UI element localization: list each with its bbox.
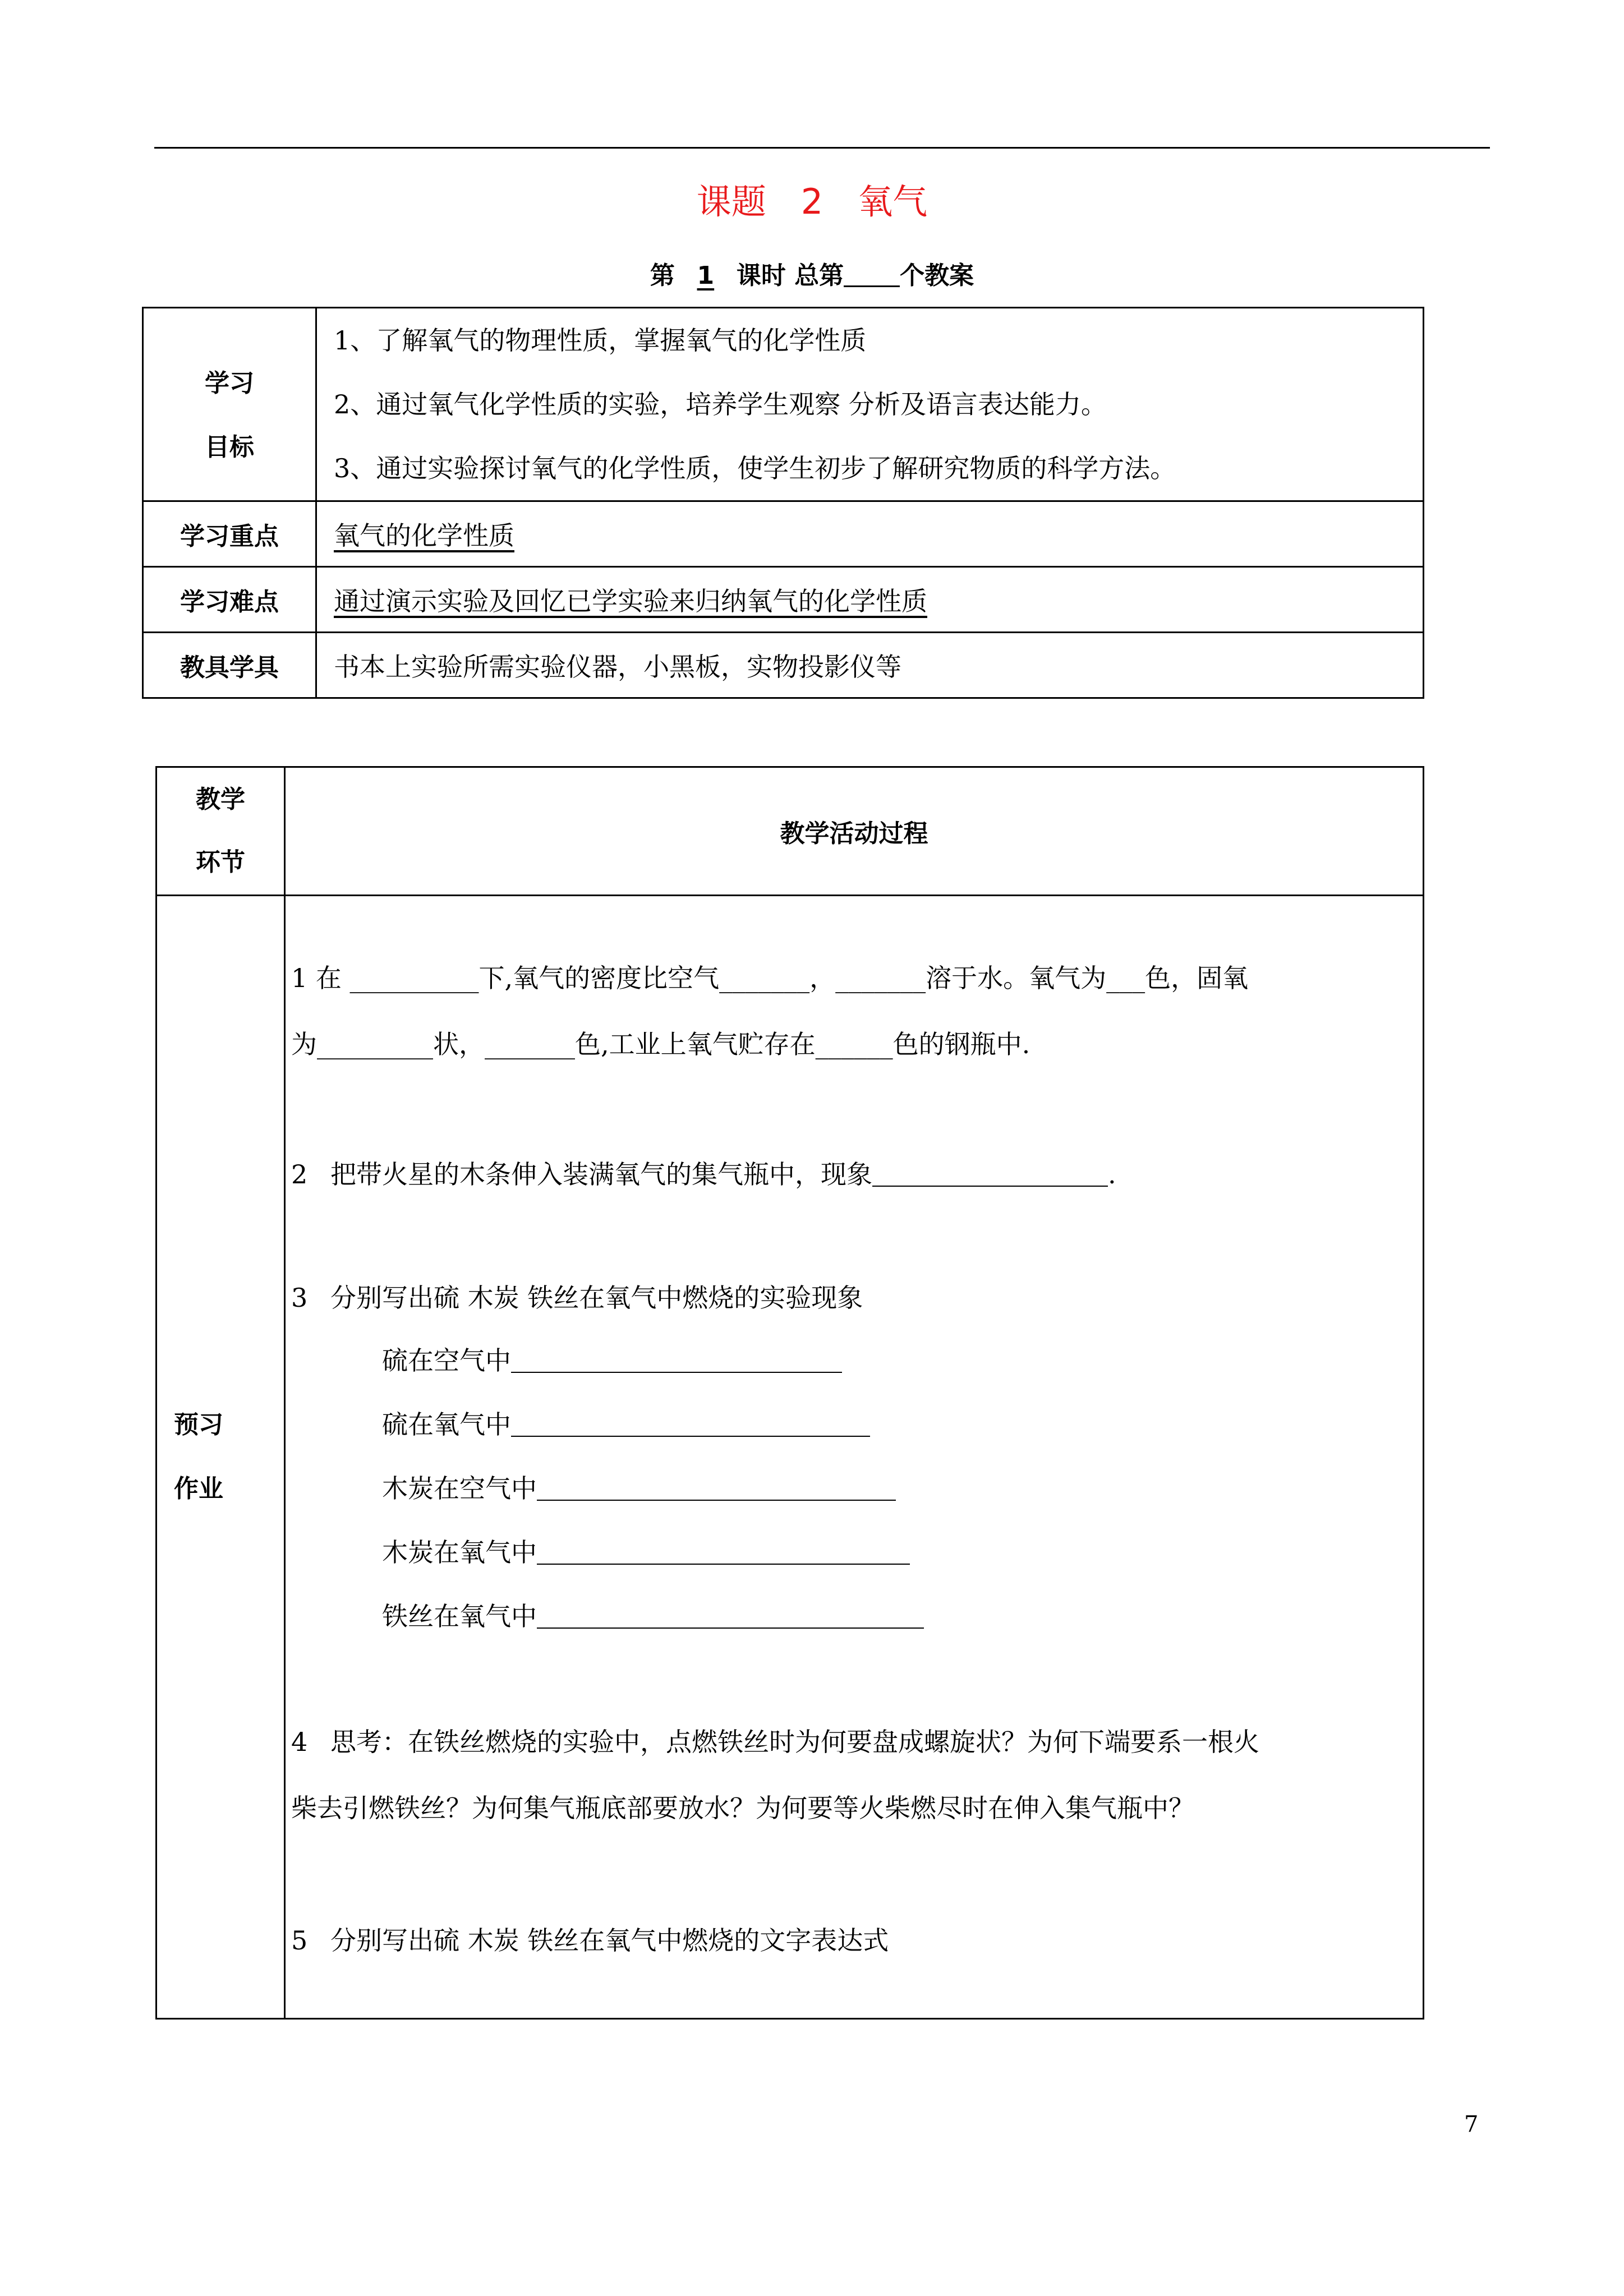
q3-item-label: 木炭在氧气中 <box>382 1537 537 1567</box>
difficulty-text: 通过演示实验及回忆已学实验来归纳氧气的化学性质 <box>334 586 927 616</box>
key-point-label: 学习重点 <box>143 501 316 567</box>
q3-item-label: 硫在氧气中 <box>382 1409 511 1440</box>
header-rule <box>154 147 1490 149</box>
goals-label-2: 目标 <box>205 433 254 462</box>
q3-item-label: 铁丝在氧气中 <box>382 1601 537 1631</box>
total-number-blank <box>844 264 900 287</box>
stage-header-2: 环节 <box>196 848 245 877</box>
answer-blank <box>537 1605 924 1629</box>
answer-blank <box>511 1349 842 1373</box>
tools-label: 教具学具 <box>143 633 316 698</box>
q3-item-label: 木炭在空气中 <box>382 1473 537 1504</box>
goal-item: 3、通过实验探讨氧气的化学性质，使学生初步了解研究物质的科学方法。 <box>334 453 1176 483</box>
activity-header-row <box>157 767 1424 896</box>
goals-label <box>143 308 316 501</box>
question-2-text: 把带火星的木条伸入装满氧气的集气瓶中，现象 <box>330 1159 872 1190</box>
question-1-line-1: 1 在 __________下,氧气的密度比空气_______，_______溶于水。氧气为___色，固氧 <box>291 963 1249 993</box>
subtitle-prefix: 第 <box>650 261 675 290</box>
tools-row <box>143 633 1424 698</box>
question-4-number: 4 <box>291 1727 308 1757</box>
key-point-text: 氧气的化学性质 <box>334 520 514 551</box>
goals-content <box>316 308 1424 501</box>
homework-label-1: 预习 <box>174 1410 223 1439</box>
subtitle-middle: 课时 总第 <box>736 261 844 290</box>
key-point-row <box>143 501 1424 567</box>
question-5-text: 分别写出硫 木炭 铁丝在氧气中燃烧的文字表达式 <box>330 1925 889 1956</box>
q3-item <box>382 1532 910 1569</box>
answer-blank <box>537 1541 910 1565</box>
question-4-line-1 <box>291 1722 1259 1759</box>
goals-row <box>143 308 1424 501</box>
question-2-end: . <box>1108 1159 1116 1190</box>
info-table <box>142 307 1424 699</box>
goal-item: 2、通过氧气化学性质的实验，培养学生观察 分析及语言表达能力。 <box>334 389 1107 419</box>
stage-header <box>157 767 285 896</box>
q3-item <box>382 1340 842 1377</box>
goal-item: 1、了解氧气的物理性质，掌握氧气的化学性质 <box>334 325 867 356</box>
q3-item-label: 硫在空气中 <box>382 1345 511 1376</box>
q3-item <box>382 1596 924 1633</box>
question-5-number: 5 <box>291 1925 308 1956</box>
q3-item <box>382 1468 896 1505</box>
page-number: 7 <box>1464 2111 1479 2137</box>
homework-content <box>285 896 1424 2019</box>
difficulty-row <box>143 567 1424 633</box>
question-2 <box>291 1154 1116 1191</box>
stage-header-1: 教学 <box>196 785 245 814</box>
process-header: 教学活动过程 <box>285 767 1424 896</box>
goals-label-1: 学习 <box>205 369 254 398</box>
question-3 <box>291 1278 863 1315</box>
difficulty-label: 学习难点 <box>143 567 316 633</box>
lesson-subtitle <box>0 255 1624 291</box>
homework-label-2: 作业 <box>174 1474 223 1503</box>
question-4-line-2: 柴去引燃铁丝？为何集气瓶底部要放水？为何要等火柴燃尽时在伸入集气瓶中？ <box>291 1793 1194 1823</box>
homework-label <box>157 896 285 2019</box>
answer-blank <box>511 1413 870 1437</box>
question-4-text-1: 思考：在铁丝燃烧的实验中，点燃铁丝时为何要盘成螺旋状？为何下端要系一根火 <box>330 1727 1259 1757</box>
answer-blank <box>537 1477 896 1501</box>
question-3-text: 分别写出硫 木炭 铁丝在氧气中燃烧的实验现象 <box>330 1283 863 1313</box>
question-3-number: 3 <box>291 1283 308 1313</box>
subtitle-suffix: 个教案 <box>900 261 974 290</box>
q3-item <box>382 1404 870 1441</box>
tools-value: 书本上实验所需实验仪器，小黑板，实物投影仪等 <box>316 633 1424 698</box>
activity-table <box>155 766 1424 2020</box>
page-title: 课题 2 氧气 <box>696 181 928 222</box>
question-1-line-2: 为_________状，_______色,工业上氧气贮存在______色的钢瓶中. <box>291 1029 1030 1059</box>
question-2-number: 2 <box>291 1159 308 1190</box>
answer-blank <box>872 1163 1108 1187</box>
key-point-value <box>316 501 1424 567</box>
homework-row <box>157 896 1424 2019</box>
difficulty-value <box>316 567 1424 633</box>
question-5 <box>291 1920 889 1957</box>
lesson-number: 1 <box>697 261 715 290</box>
